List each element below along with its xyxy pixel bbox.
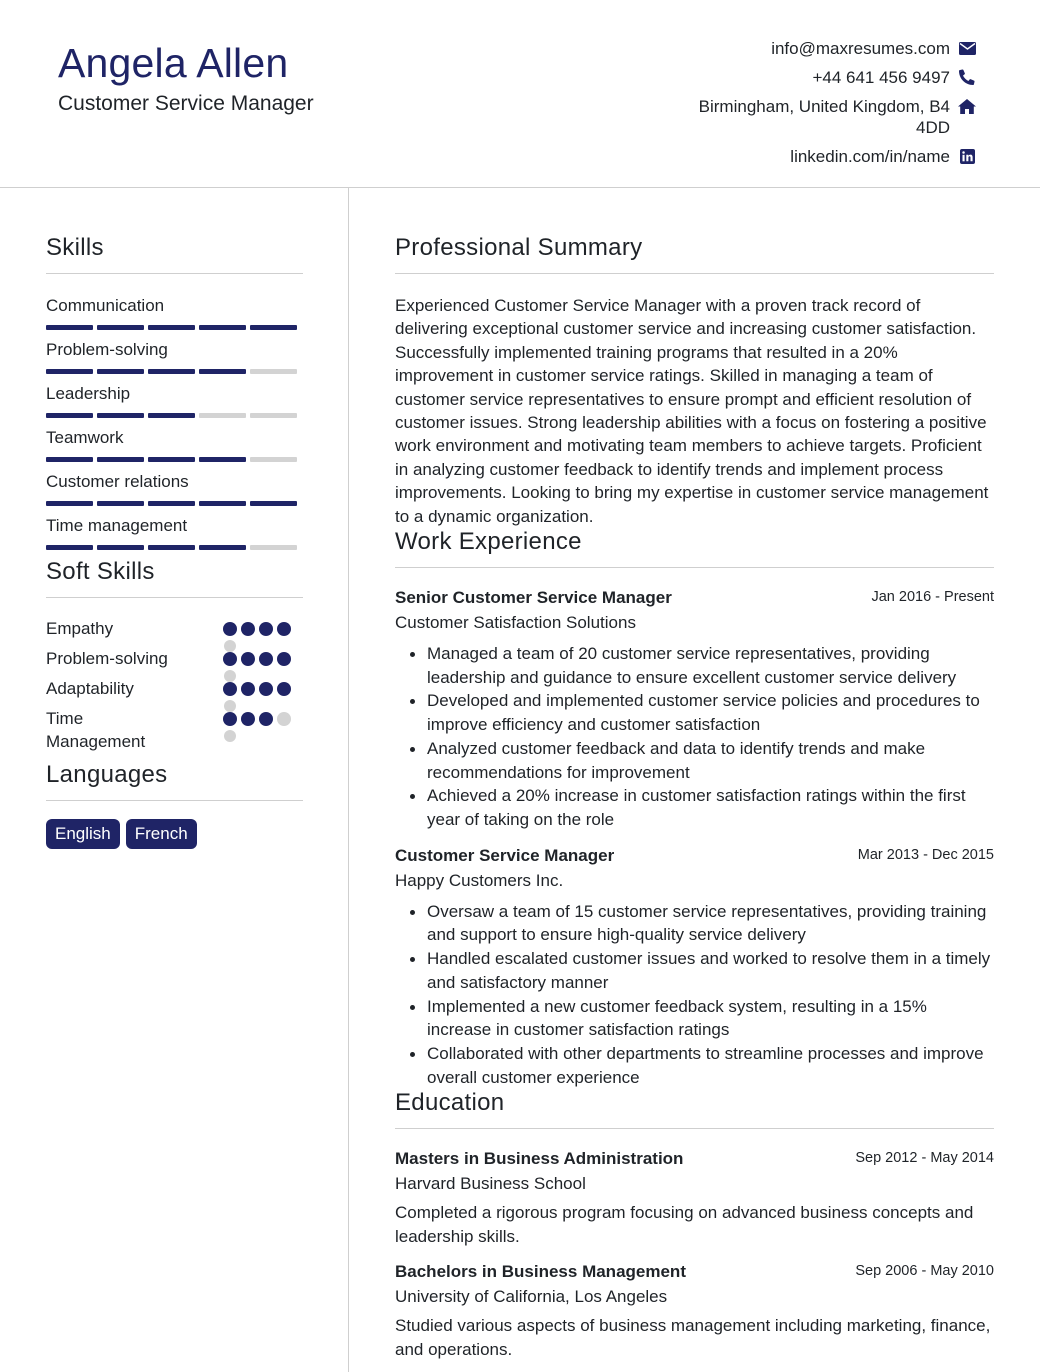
right-column	[395, 188, 994, 1362]
soft-skill-dot	[224, 640, 236, 652]
skill-level-bar	[46, 369, 303, 374]
skill-level-segment	[250, 545, 297, 550]
education-school: University of California, Los Angeles	[395, 1287, 668, 1307]
skill-level-bar	[46, 325, 303, 330]
experience-divider	[395, 567, 994, 568]
soft-skill-dot	[259, 652, 273, 666]
envelope-icon	[958, 39, 976, 57]
job-bullet: Analyzed customer feedback and data to identify trends and make recommendations for improvement	[395, 737, 994, 784]
skill-item	[46, 471, 303, 506]
skill-level-segment	[199, 501, 246, 506]
job-entry	[395, 587, 994, 832]
soft-skill-dot	[277, 652, 291, 666]
job-role: Senior Customer Service Manager	[395, 588, 672, 608]
job-bullets	[395, 642, 994, 832]
job-bullet: Implemented a new customer feedback system, resulting in a 15% increase in customer satisfaction ratings	[395, 995, 994, 1042]
soft-skill-dot	[224, 670, 236, 682]
contact-address-text: Birmingham, United Kingdom, B4 4DD	[698, 97, 950, 137]
soft-skills-list	[46, 617, 303, 753]
education-divider	[395, 1128, 994, 1129]
soft-skills-title: Soft Skills	[46, 558, 155, 585]
skill-item	[46, 515, 303, 550]
contact-phone-text[interactable]: +44 641 456 9497	[812, 68, 950, 87]
phone-icon	[958, 68, 976, 86]
skill-level-segment	[250, 501, 297, 506]
soft-skill-dot	[241, 652, 255, 666]
soft-skill-dot	[241, 622, 255, 636]
education-description: Completed a rigorous program focusing on advanced business concepts and leadership skills.	[395, 1203, 974, 1247]
education-entry	[395, 1261, 994, 1362]
soft-skill-item	[46, 617, 303, 647]
language-badge-english: English	[46, 819, 120, 849]
soft-skill-dot	[223, 622, 237, 636]
job-bullet: Developed and implemented customer service policies and procedures to improve efficiency and customer satisfaction	[395, 689, 994, 736]
left-column	[0, 188, 349, 1372]
languages-list	[46, 819, 303, 849]
skill-level-bar	[46, 501, 303, 506]
summary-title: Professional Summary	[395, 234, 643, 261]
skill-level-bar	[46, 545, 303, 550]
contact-linkedin[interactable]	[646, 146, 976, 167]
skill-label: Communication	[46, 296, 165, 315]
contact-phone[interactable]	[646, 67, 976, 88]
education-school: Harvard Business School	[395, 1174, 586, 1194]
job-date: Mar 2013 - Dec 2015	[857, 846, 994, 863]
soft-skill-dot	[223, 712, 237, 726]
job-bullets	[395, 900, 994, 1090]
skill-item	[46, 295, 303, 330]
soft-skill-dot	[259, 712, 273, 726]
skill-level-segment	[199, 325, 246, 330]
languages-title: Languages	[46, 761, 168, 788]
skill-level-segment	[97, 413, 144, 418]
skill-level-segment	[250, 413, 297, 418]
skill-level-segment	[97, 325, 144, 330]
skill-level-segment	[199, 413, 246, 418]
candidate-name: Angela Allen	[58, 40, 289, 86]
soft-skill-dot	[277, 682, 291, 696]
skill-item	[46, 339, 303, 374]
contact-linkedin-text[interactable]: linkedin.com/in/name	[790, 147, 950, 166]
summary-text: Experienced Customer Service Manager with a proven track record of delivering exceptional customer service and increasing customer satisfaction. Successfully implemented training programs that resulted in a 20% improvement in customer service ratings. Skilled in managing a team of customer service representatives to ensure prompt and efficient resolution of customer issues. Strong leadership abilities with a focus on fostering a positive work environment and motivating team members to achieve targets. Proficient in analyzing customer feedback to identify trends and implement process improvements. Looking to bring my expertise in customer service management to a dynamic organization.	[395, 296, 989, 526]
candidate-title: Customer Service Manager	[58, 92, 314, 115]
skill-level-segment	[97, 501, 144, 506]
job-bullet: Collaborated with other departments to streamline processes and improve overall customer experience	[395, 1042, 994, 1089]
skill-label: Leadership	[46, 384, 131, 403]
experience-title: Work Experience	[395, 528, 582, 556]
job-date: Jan 2016 - Present	[871, 589, 994, 606]
home-icon	[958, 97, 976, 115]
soft-skill-dots	[223, 652, 303, 666]
skill-level-bar	[46, 413, 303, 418]
skill-level-segment	[250, 325, 297, 330]
linkedin-icon	[958, 147, 976, 165]
skill-level-segment	[46, 457, 93, 462]
skill-level-segment	[97, 457, 144, 462]
soft-skill-label: Problem-solving	[46, 649, 168, 668]
skill-level-segment	[46, 369, 93, 374]
skill-label: Time management	[46, 516, 188, 535]
skill-level-segment	[148, 369, 195, 374]
summary-divider	[395, 273, 994, 274]
soft-skill-dots	[223, 682, 303, 696]
skill-level-segment	[97, 369, 144, 374]
skill-level-segment	[199, 545, 246, 550]
skill-label: Problem-solving	[46, 340, 168, 359]
skill-level-bar	[46, 457, 303, 462]
education-date: Sep 2006 - May 2010	[855, 1263, 994, 1280]
soft-skill-dot	[259, 682, 273, 696]
soft-skill-label: Time Management	[46, 709, 146, 751]
soft-skill-dots	[223, 622, 303, 636]
contact-email[interactable]	[646, 38, 976, 59]
soft-skill-dot	[224, 700, 236, 712]
soft-skill-dot	[223, 652, 237, 666]
skill-label: Teamwork	[46, 428, 124, 447]
skills-list	[46, 295, 303, 550]
soft-skill-label: Empathy	[46, 619, 114, 638]
education-entry	[395, 1148, 994, 1249]
soft-skill-dot	[241, 682, 255, 696]
soft-skill-dot	[224, 730, 236, 742]
education-degree: Masters in Business Administration	[395, 1149, 684, 1169]
education-degree: Bachelors in Business Management	[395, 1262, 686, 1282]
skill-level-segment	[46, 501, 93, 506]
skill-level-segment	[148, 545, 195, 550]
job-bullet: Oversaw a team of 15 customer service representatives, providing training and support to ensure high-quality service delivery	[395, 900, 994, 947]
soft-skill-item	[46, 677, 303, 707]
soft-skill-dot	[277, 622, 291, 636]
contact-email-text[interactable]: info@maxresumes.com	[771, 39, 950, 58]
soft-skill-dot	[259, 622, 273, 636]
skill-level-segment	[46, 413, 93, 418]
skills-title: Skills	[46, 234, 104, 261]
skill-level-segment	[97, 545, 144, 550]
soft-skill-dot	[241, 712, 255, 726]
education-description: Studied various aspects of business management including marketing, finance, and operations.	[395, 1316, 991, 1360]
skill-level-segment	[46, 545, 93, 550]
job-company: Happy Customers Inc.	[395, 870, 564, 890]
skill-item	[46, 427, 303, 462]
skill-item	[46, 383, 303, 418]
skill-level-segment	[199, 457, 246, 462]
soft-skill-dot	[277, 712, 291, 726]
education-title: Education	[395, 1089, 505, 1117]
skill-level-segment	[46, 325, 93, 330]
resume-header	[0, 0, 1040, 188]
job-bullet: Managed a team of 20 customer service representatives, providing leadership and guidance to ensure excellent customer service delivery	[395, 642, 994, 689]
skill-level-segment	[148, 325, 195, 330]
skill-level-segment	[250, 457, 297, 462]
soft-skill-dots	[223, 712, 303, 726]
contact-info	[646, 38, 976, 175]
contact-address	[646, 96, 976, 138]
job-bullet: Achieved a 20% increase in customer satisfaction ratings within the first year of taking on the role	[395, 784, 994, 831]
soft-skill-dot	[223, 682, 237, 696]
soft-skill-label: Adaptability	[46, 679, 134, 698]
languages-divider	[46, 800, 303, 801]
soft-skills-divider	[46, 597, 303, 598]
job-entry	[395, 845, 994, 1090]
job-company: Customer Satisfaction Solutions	[395, 613, 636, 633]
skills-divider	[46, 273, 303, 274]
skill-label: Customer relations	[46, 472, 189, 491]
skill-level-segment	[148, 501, 195, 506]
skill-level-segment	[148, 413, 195, 418]
skill-level-segment	[148, 457, 195, 462]
soft-skill-item	[46, 647, 303, 677]
skill-level-segment	[250, 369, 297, 374]
job-role: Customer Service Manager	[395, 845, 615, 865]
education-date: Sep 2012 - May 2014	[855, 1150, 994, 1167]
language-badge-french: French	[126, 819, 197, 849]
job-bullet: Handled escalated customer issues and worked to resolve them in a timely and satisfactory manner	[395, 947, 994, 994]
soft-skill-item	[46, 707, 303, 753]
skill-level-segment	[199, 369, 246, 374]
